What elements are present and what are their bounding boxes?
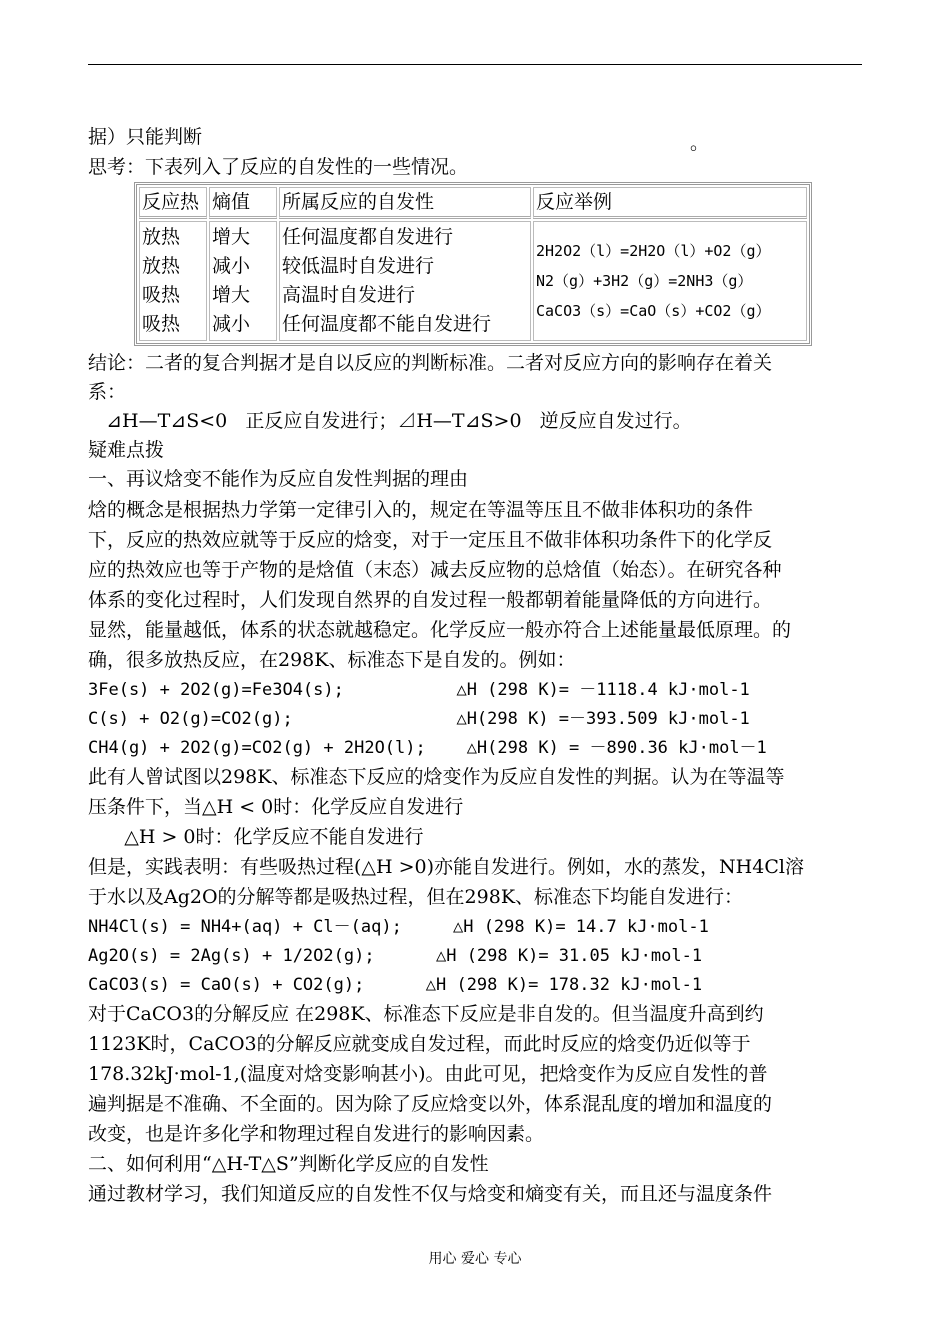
equation-line: CaCO3(s) = CaO(s) + CO2(g); △H (298 K)= 178.32 kJ·mol-1 (88, 975, 703, 995)
text-line: 遍判据是不准确、不全面的。因为除了反应焓变以外，体系混乱度的增加和温度的 (88, 1093, 773, 1115)
text-line: 改变，也是许多化学和物理过程自发进行的影响因素。 (88, 1123, 545, 1145)
equation-line: C(s) + O2(g)=CO2(g); △H(298 K) =－393.509 kJ·mol-1 (88, 709, 750, 729)
text-line: 178.32kJ·mol-1,(温度对焓变影响甚小)。由此可见，把焓变作为反应自发性的普 (88, 1063, 768, 1085)
text-line: 通过教材学习，我们知道反应的自发性不仅与焓变和熵变有关，而且还与温度条件 (88, 1183, 773, 1205)
heat-column (139, 221, 207, 341)
trailing-period: 。 (690, 132, 710, 154)
text-line: 思考：下表列入了反应的自发性的一些情况。 (88, 156, 469, 178)
text-line: 但是，实践表明：有些吸热过程(△H >0)亦能自发进行。例如，水的蒸发，NH4Cl溶 (88, 856, 804, 878)
text-line: 体系的变化过程时，人们发现自然界的自发过程一般都朝着能量降低的方向进行。 (88, 589, 773, 611)
text-line: 此有人曾试图以298K、标准态下反应的焓变作为反应自发性的判据。认为在等温等 (88, 766, 785, 788)
text-line: 于水以及Ag2O的分解等都是吸热过程，但在298K、标准态下均能自发进行： (88, 886, 744, 908)
text-line: 压条件下，当△H < 0时：化学反应自发进行 (88, 796, 464, 818)
example-column (533, 221, 807, 341)
table-body-row (139, 221, 807, 341)
header-cell: 反应热 (139, 187, 207, 219)
header-rule (88, 64, 862, 65)
table-cell: 减小 (212, 255, 251, 277)
table-cell: 放热 (142, 255, 181, 277)
spontaneity-table (134, 182, 812, 346)
table-cell: 增大 (212, 284, 251, 306)
table-cell: 增大 (212, 226, 251, 248)
equation-line: 3Fe(s) + 2O2(g)=Fe3O4(s); △H (298 K)= －1118.4 kJ·mol-1 (88, 680, 750, 700)
text-line: 1123K时，CaCO3的分解反应就变成自发过程，而此时反应的焓变仍近似等于 (88, 1033, 751, 1055)
entropy-column (209, 221, 277, 341)
equation-line: Ag2O(s) = 2Ag(s) + 1/2O2(g); △H (298 K)= 31.05 kJ·mol-1 (88, 946, 703, 966)
table-cell: 高温时自发进行 (282, 284, 416, 306)
table-cell: 较低温时自发进行 (282, 255, 435, 277)
spontaneity-column (279, 221, 531, 341)
header-cell: 熵值 (209, 187, 277, 219)
text-line: 焓的概念是根据热力学第一定律引入的，规定在等温等压且不做非体积功的条件 (88, 499, 754, 521)
text-line: 显然，能量越低，体系的状态就越稳定。化学反应一般亦符合上述能量最低原理。的 (88, 619, 792, 641)
text-line: 对于CaCO3的分解反应 在298K、标准态下反应是非自发的。但当温度升高到约 (88, 1003, 764, 1025)
text-line: ⊿H—T⊿S<0 正反应自发进行；⊿H—T⊿S>0 逆反应自发过行。 (88, 410, 692, 432)
text-line: 疑难点拨 (88, 439, 165, 461)
table-cell: 放热 (142, 226, 181, 248)
reaction-example: N2（g）+3H2（g）=2NH3（g） (536, 272, 753, 290)
text-line: 二、如何利用“△H-T△S”判断化学反应的自发性 (88, 1153, 489, 1175)
text-line: 据）只能判断 (88, 126, 203, 148)
text-line: 系： (88, 381, 127, 403)
reaction-example: 2H2O2（l）=2H2O（l）+O2（g） (536, 242, 771, 260)
text-line: 结论：二者的复合判据才是自以反应的判断标准。二者对反应方向的影响存在着关 (88, 352, 773, 374)
table-cell: 吸热 (142, 284, 181, 306)
text-line: 一、再议焓变不能作为反应自发性判据的理由 (88, 468, 469, 490)
table-header-row (139, 187, 807, 219)
header-cell: 所属反应的自发性 (279, 187, 531, 219)
text-line: 下，反应的热效应就等于反应的焓变，对于一定压且不做非体积功条件下的化学反 (88, 529, 773, 551)
text-line: 应的热效应也等于产物的是焓值（末态）减去反应物的总焓值（始态）。在研究各种 (88, 559, 782, 581)
table-cell: 任何温度都不能自发进行 (282, 313, 492, 335)
text-line: 确，很多放热反应，在298K、标准态下是自发的。例如： (88, 649, 576, 671)
header-cell: 反应举例 (533, 187, 807, 219)
equation-line: NH4Cl(s) = NH4+(aq) + Cl－(aq); △H (298 K)= 14.7 kJ·mol-1 (88, 917, 709, 937)
table-cell: 任何温度都自发进行 (282, 226, 454, 248)
table-cell: 减小 (212, 313, 251, 335)
page-footer: 用心 爱心 专心 (428, 1251, 522, 1267)
text-line: △H > 0时：化学反应不能自发进行 (88, 826, 424, 848)
equation-line: CH4(g) + 2O2(g)=CO2(g) + 2H2O(l); △H(298 K) = －890.36 kJ·mol－1 (88, 738, 767, 758)
reaction-example: CaCO3（s）=CaO（s）+CO2（g） (536, 302, 771, 320)
table-cell: 吸热 (142, 313, 181, 335)
